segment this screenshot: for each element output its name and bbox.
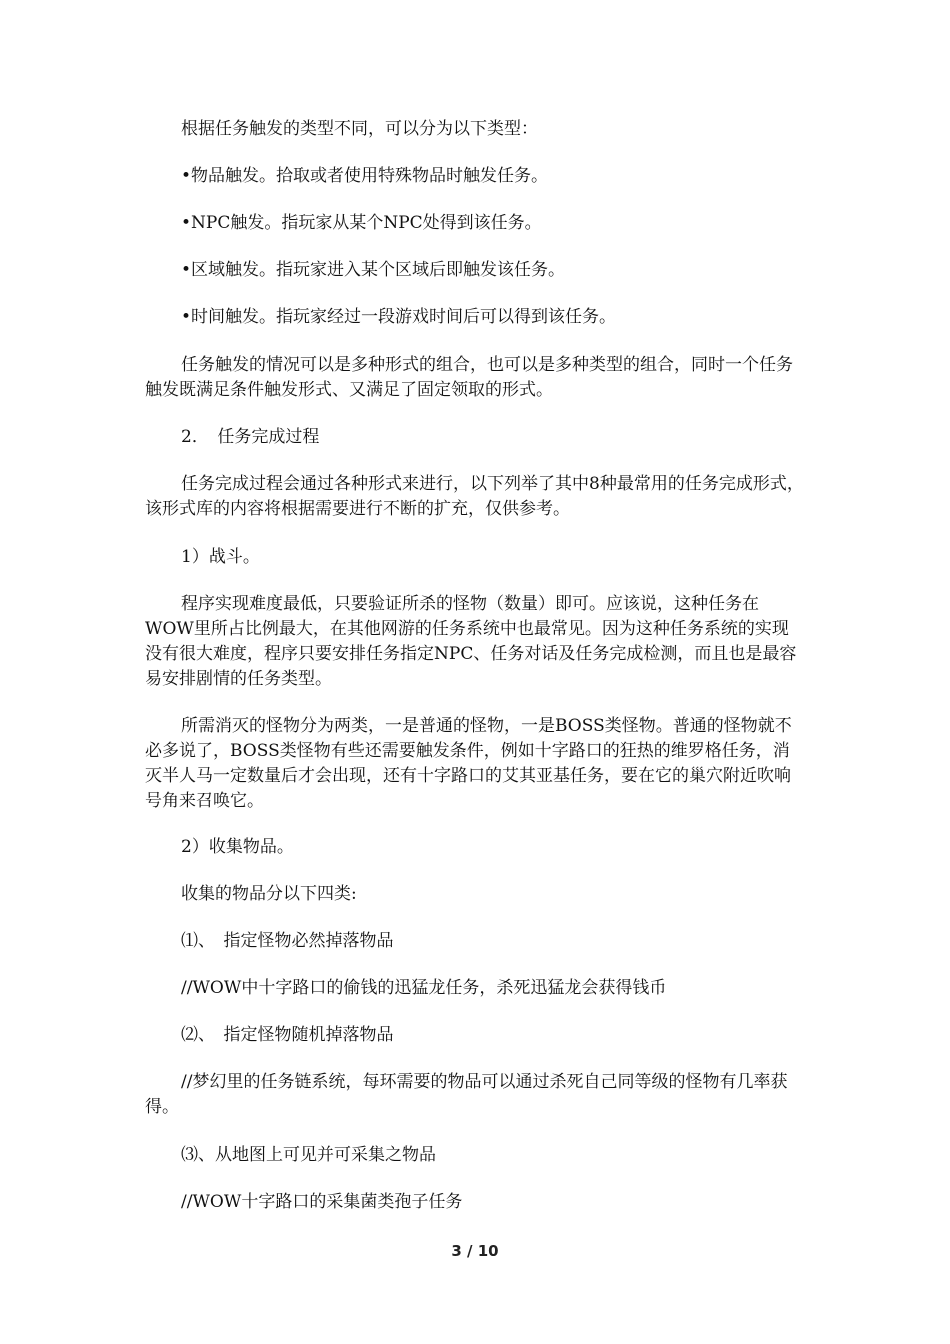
paragraph-monster-types: 所需消灭的怪物分为两类，一是普通的怪物，一是BOSS类怪物。普通的怪物就不必多说了，BOSS类怪物有些还需要触发条件，例如十字路口的狂热的维罗格任务，消灭半人马一定数量后才会出现，还有十字路口的艾其亚基任务，要在它的巢穴附近吹响号角来召唤它。 [145, 716, 792, 811]
paragraph-collect-categories: 收集的物品分以下四类: [181, 884, 357, 904]
section-heading-task-completion: 2． 任务完成过程 [181, 427, 320, 447]
list-heading-collect-items: 2）收集物品。 [181, 837, 294, 857]
paragraph-completion-intro: 任务完成过程会通过各种形式来进行，以下列举了其中8种最常用的任务完成形式，该形式库的内容将根据需要进行不断的扩充，仅供参考。 [145, 474, 804, 519]
item-category-2: ⑵、 指定怪物随机掉落物品 [181, 1025, 394, 1045]
paragraph-trigger-types-intro: 根据任务触发的类型不同，可以分为以下类型： [181, 119, 538, 139]
paragraph-combat-description: 程序实现难度最低，只要验证所杀的怪物（数量）即可。应该说，这种任务在WOW里所占比例最大，在其他网游的任务系统中也最常见。因为这种任务系统的实现没有很大难度，程序只要安排任务指定NPC、任务对话及任务完成检测，而且也是最容易安排剧情的任务类型。 [145, 594, 797, 689]
bullet-item-trigger: •物品触发。拾取或者使用特殊物品时触发任务。 [181, 166, 549, 186]
page-number: 3 / 10 [451, 1242, 499, 1260]
bullet-time-trigger: •时间触发。指玩家经过一段游戏时间后可以得到该任务。 [181, 307, 617, 327]
bullet-npc-trigger: •NPC触发。指玩家从某个NPC处得到该任务。 [181, 213, 542, 233]
bullet-area-trigger: •区域触发。指玩家进入某个区域后即触发该任务。 [181, 260, 566, 280]
paragraph-trigger-combination: 任务触发的情况可以是多种形式的组合，也可以是多种类型的组合，同时一个任务触发既满足条件触发形式、又满足了固定领取的形式。 [145, 355, 793, 400]
example-category-1: //WOW中十字路口的偷钱的迅猛龙任务，杀死迅猛龙会获得钱币 [181, 978, 667, 998]
item-category-1: ⑴、 指定怪物必然掉落物品 [181, 931, 394, 951]
list-heading-combat: 1）战斗。 [181, 547, 260, 567]
example-category-2: //梦幻里的任务链系统，每环需要的物品可以通过杀死自己同等级的怪物有几率获得。 [145, 1072, 788, 1117]
example-category-3: //WOW十字路口的采集菌类孢子任务 [181, 1192, 463, 1212]
item-category-3: ⑶、从地图上可见并可采集之物品 [181, 1145, 436, 1165]
